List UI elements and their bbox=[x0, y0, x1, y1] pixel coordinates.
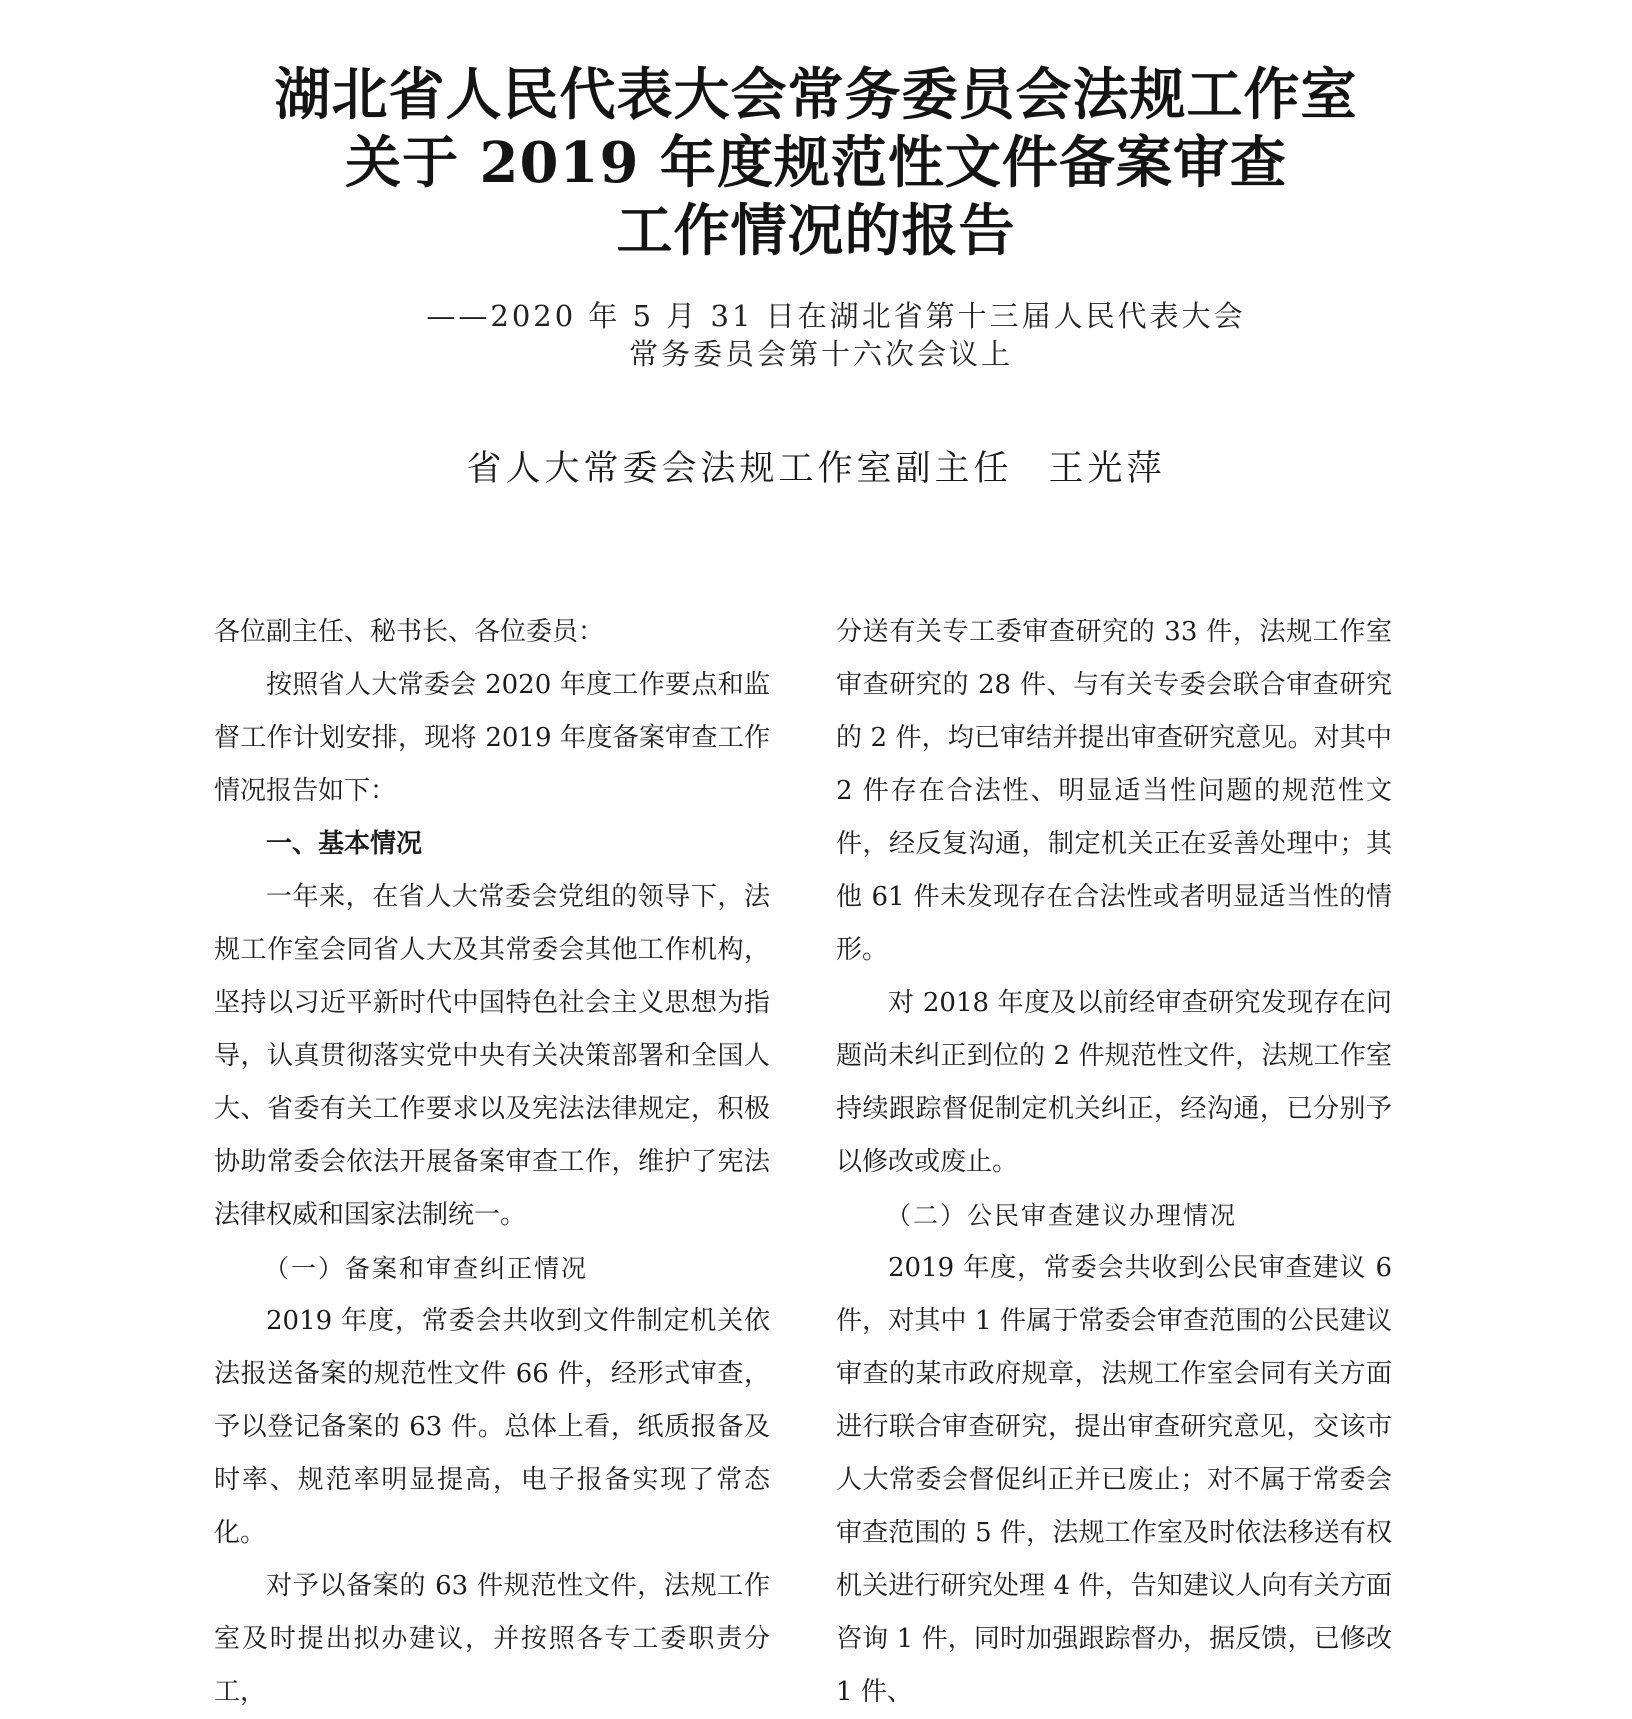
salutation: 各位副主任、秘书长、各位委员： bbox=[214, 617, 605, 647]
report-title-line-3: 工作情况的报告 bbox=[616, 198, 1016, 264]
intro-paragraph: 按照省人大常委会 2020 年度工作要点和监督工作计划安排，现将 2019 年度备案审查工作情况报告如下： bbox=[214, 670, 770, 806]
right-column bbox=[836, 606, 1392, 1719]
subsection-1-paragraph-2-continued: 分送有关专工委审查研究的 33 件，法规工作室审查研究的 28 件、与有关专委会联合审查研究的 2 件，均已审结并提出审查研究意见。对其中 2 件存在合法性、明显适当性问题的规范性文件，经反复沟通，制定机关正在妥善处理中；其他 61 件未发现存在合法性或者明显适当性的情形。 bbox=[836, 617, 1392, 965]
subsection-2-paragraph: 2019 年度，常委会共收到公民审查建议 6 件，对其中 1 件属于常委会审查范围的公民建议审查的某市政府规章，法规工作室会同有关方面进行联合审查研究，提出审查研究意见，交该市人大常委会督促纠正并已废止；对不属于常委会审查范围的 5 件，法规工作室及时依法移送有权机关进行研究处理 4 件，告知建议人向有关方面咨询 1 件，同时加强跟踪督办，据反馈，已修改 1 件、 bbox=[836, 1253, 1392, 1707]
report-subtitle-line-2: 常务委员会第十六次会议上 bbox=[628, 337, 1013, 371]
report-title-line-1: 湖北省人民代表大会常务委员会法规工作室 bbox=[274, 62, 1358, 128]
subsection-1-paragraph-3: 对 2018 年度及以前经审查研究发现存在问题尚未纠正到位的 2 件规范性文件，法规工作室持续跟踪督促制定机关纠正，经沟通，已分别予以修改或废止。 bbox=[836, 988, 1392, 1177]
subsection-1-paragraph-2: 对予以备案的 63 件规范性文件，法规工作室及时提出拟办建议，并按照各专工委职责分工， bbox=[214, 1571, 770, 1707]
report-title-line-2: 关于 2019 年度规范性文件备案审查 bbox=[345, 130, 1287, 196]
section-1-paragraph: 一年来，在省人大常委会党组的领导下，法规工作室会同省人大及其常委会其他工作机构，坚持以习近平新时代中国特色社会主义思想为指导，认真贯彻落实党中央有关决策部署和全国人大、省委有关工作要求以及宪法法律规定，积极协助常委会依法开展备案审查工作，维护了宪法法律权威和国家法制统一。 bbox=[214, 882, 770, 1230]
subsection-1-heading: （一）备案和审查纠正情况 bbox=[264, 1254, 589, 1283]
subsection-1-paragraph-1: 2019 年度，常委会共收到文件制定机关依法报送备案的规范性文件 66 件，经形式审查，予以登记备案的 63 件。总体上看，纸质报备及时率、规范率明显提高，电子报备实现了常态化。 bbox=[214, 1306, 770, 1548]
author-position: 省人大常委会法规工作室副主任 bbox=[466, 449, 1013, 489]
left-column bbox=[214, 606, 770, 1719]
author-line bbox=[0, 446, 1632, 492]
subsection-2-heading: （二）公民审查建议办理情况 bbox=[886, 1201, 1238, 1230]
author-name: 王光萍 bbox=[1048, 449, 1166, 489]
report-subtitle-line-1: ——2020 年 5 月 31 日在湖北省第十三届人民代表大会 bbox=[426, 299, 1246, 333]
section-1-heading: 一、基本情况 bbox=[266, 829, 423, 859]
